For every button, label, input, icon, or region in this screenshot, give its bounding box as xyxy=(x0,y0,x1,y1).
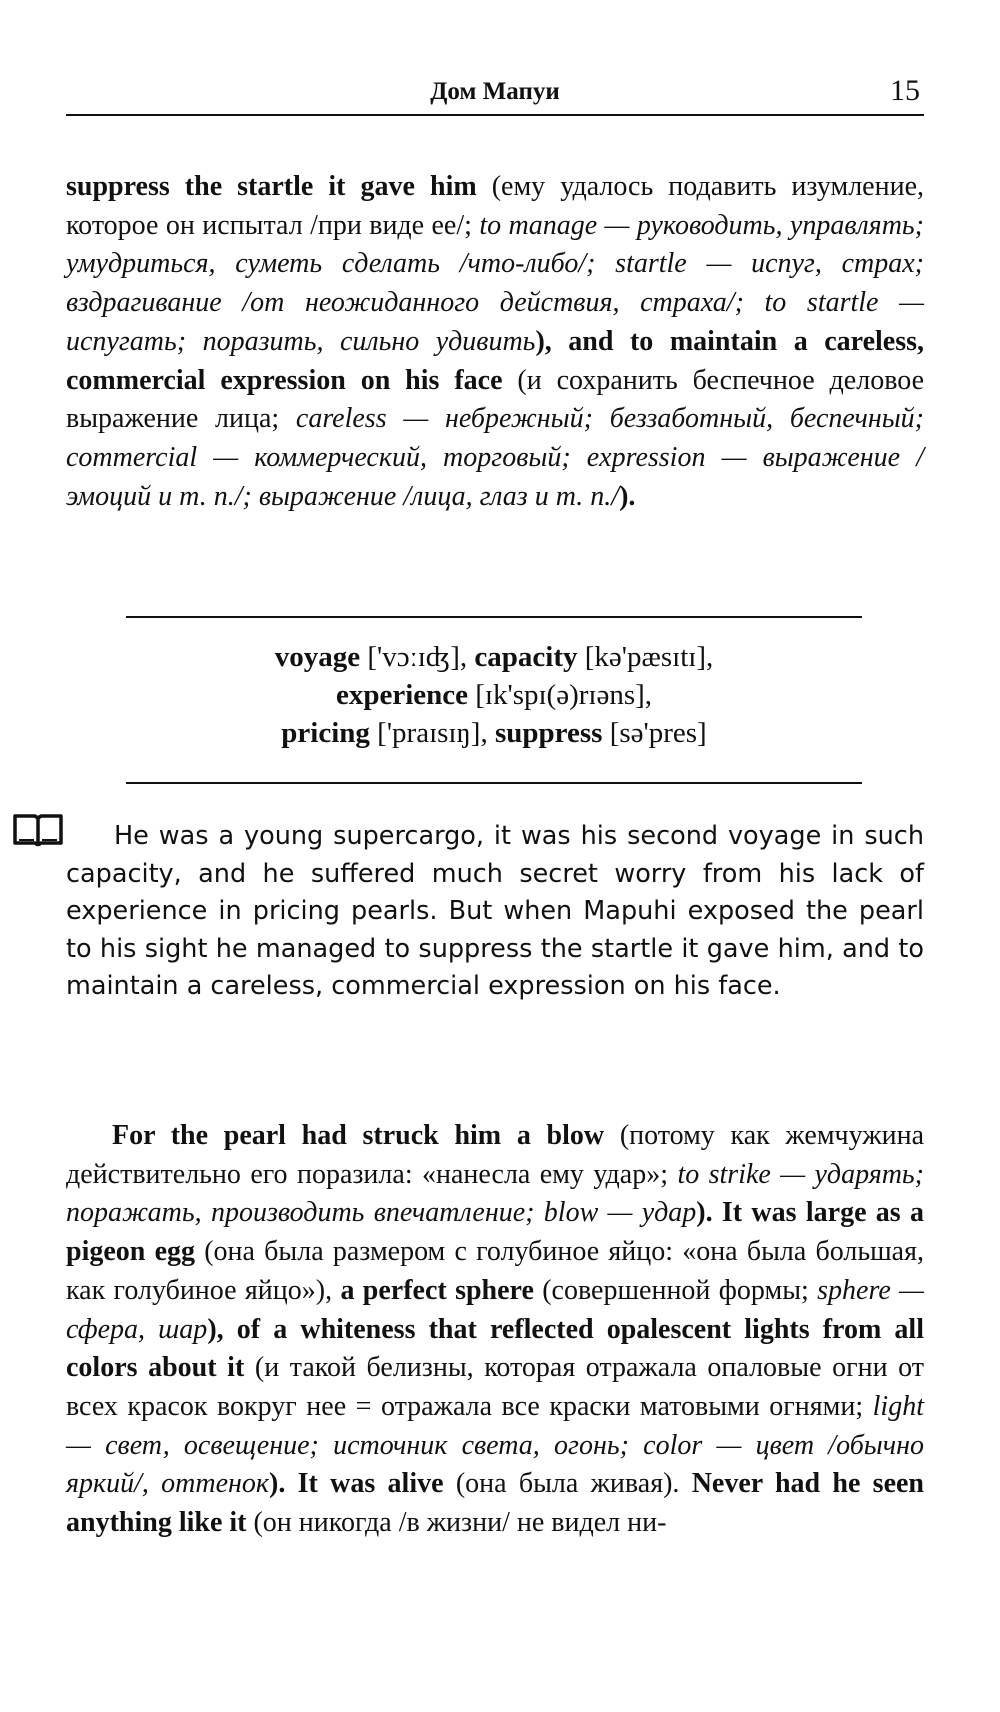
gloss-italic: light — свет, освещение; источник света, огонь; color — цвет /обычно яркий/, оттенок xyxy=(66,1390,924,1500)
vocab-transcription: ['vɔːɪʤ], xyxy=(360,641,475,673)
vocab-word: experience xyxy=(335,679,469,711)
phrase-bold: and to maintain a careless, commercial expression on his face xyxy=(66,325,924,396)
punctuation: ). xyxy=(619,480,636,512)
phrase-bold: of a whiteness that reflected opalescent lights from all colors about it xyxy=(66,1313,924,1384)
vocab-line xyxy=(126,638,862,676)
open-book-icon xyxy=(12,812,64,848)
vocab-word: voyage xyxy=(274,641,361,673)
translation: (ему удалось подавить изумление, которое он испытал /при виде ее/; xyxy=(66,171,924,241)
gloss-italic: to manage — руководить, управлять; умудриться, суметь сделать /что-либо/; startle — испуг, страх; вздрагивание /от неожиданного действия, страха/; to startle — испугать; поразить, сильно удивить xyxy=(66,209,924,357)
commentary-paragraph-1 xyxy=(66,168,924,516)
gloss-italic: sphere — сфера, шар xyxy=(66,1274,924,1345)
phrase-bold: suppress the startle it gave him xyxy=(66,171,477,202)
translation: (он никогда /в жизни/ не видел ни- xyxy=(246,1507,667,1539)
vocab-transcription: [ɪk'spɪ(ə)rɪəns], xyxy=(468,679,653,711)
vocab-word: pricing xyxy=(281,717,370,749)
divider-bottom xyxy=(126,782,862,784)
gloss-italic: careless — небрежный; беззаботный, беспечный; commercial — коммерческий, торговый; expression — выражение /эмоций и т. п./; выражение /лица, глаз и т. п./ xyxy=(66,403,924,512)
vocab-transcription: [kə'pæsɪtɪ], xyxy=(577,641,714,673)
vocab-word: suppress xyxy=(494,717,603,749)
punctuation: ). xyxy=(269,1468,298,1500)
vocab-line xyxy=(126,714,862,752)
punctuation: ). xyxy=(696,1197,722,1229)
punctuation: ), xyxy=(535,325,569,357)
translation: (и такой белизны, которая отражала опаловые огни от всех красок вокруг нее = отражала все краски матовыми огнями; xyxy=(66,1352,924,1422)
translation: (и сохранить беспечное деловое выражение лица; xyxy=(66,364,924,435)
translation: (она была размером с голубиное яйцо: «она была большая, как голубиное яйцо»), xyxy=(66,1236,924,1306)
commentary-paragraph-2 xyxy=(66,1117,924,1543)
running-title: Дом Мапуи xyxy=(430,78,560,105)
phrase-bold: It was alive xyxy=(297,1468,444,1500)
english-text: He was a young supercargo, it was his second voyage in such capacity, and he suffered much secret worry from his lack of experience in pricing pearls. But when Mapuhi exposed the pearl to his sight he managed to suppress the startle it gave him, and to maintain a careless, commercial expression on his face. xyxy=(66,821,924,1001)
translation: (совершенной формы; xyxy=(533,1274,818,1306)
page-header xyxy=(66,72,924,116)
phrase-bold: It was large as a pigeon egg xyxy=(66,1197,925,1268)
translation: (она была живая). xyxy=(443,1468,692,1500)
original-english-passage xyxy=(66,818,924,1006)
vocab-transcription: [sə'pres] xyxy=(602,717,707,749)
phrase-bold: a perfect sphere xyxy=(340,1274,534,1306)
translation: (потому как жемчужина действительно его поразила: «нанесла ему удар»; xyxy=(66,1120,925,1190)
punctuation: ), xyxy=(207,1313,237,1345)
vocabulary-box xyxy=(126,638,862,752)
page-number: 15 xyxy=(890,74,920,107)
vocab-transcription: ['praɪsɪŋ], xyxy=(369,717,495,749)
divider-top xyxy=(126,616,862,618)
vocab-word: capacity xyxy=(474,641,578,673)
phrase-bold: For the pearl had struck him a blow xyxy=(112,1120,605,1151)
phrase-bold: Never had he seen anything like it xyxy=(66,1468,925,1539)
vocab-line xyxy=(126,676,862,714)
gloss-italic: to strike — ударять; поражать, производить впечатление; blow — удар xyxy=(66,1158,924,1229)
